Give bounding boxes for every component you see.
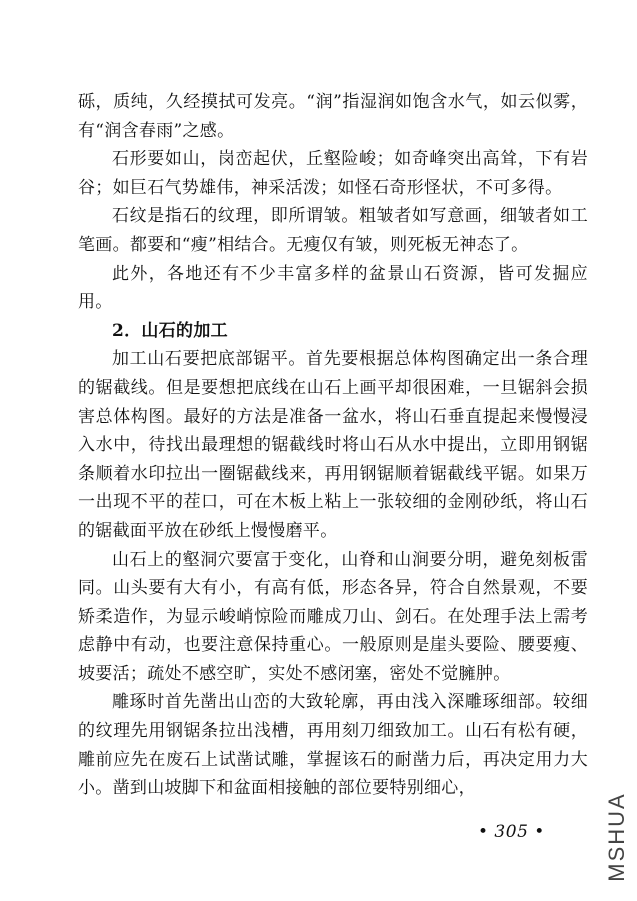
paragraph-continuation: 砾，质纯，久经摸拭可发亮。“润”指湿润如饱含水气，如云似雾，有“润含春雨”之感。 — [78, 92, 588, 141]
text-column — [78, 88, 588, 803]
paragraph-carving-principles: 山石上的壑洞穴要富于变化，山脊和山涧要分明，避免刻板雷同。山头要有大有小，有高有低，形态各异，符合自然景观，不要矫柔造作，为显示峻峭惊险而雕成刀山、剑石。在处理手法上需考虑静中有动，也要注意保持重心。一般原则是崖头要险、腰要瘦、坡要活；疏处不感空旷，实处不感闭塞，密处不觉臃肿。 — [78, 549, 588, 684]
paragraph-carving-process: 雕琢时首先凿出山峦的大致轮廓，再由浅入深雕琢细部。较细的纹理先用钢锯条拉出浅槽，再用刻刀细致加工。山石有松有硬，雕前应先在废石上试凿试雕，掌握该石的耐凿力后，再决定用力大小。凿到山坡脚下和盆面相接触的部位要特别细心， — [78, 692, 588, 799]
section-heading: 2．山石的加工 — [112, 320, 228, 341]
paragraph-shape: 石形要如山，岗峦起伏，丘壑险峻；如奇峰突出高耸，下有岩谷；如巨石气势雄伟，神采活泼；如怪石奇形怪状，不可多得。 — [78, 149, 588, 198]
paragraph-resources: 此外，各地还有不少丰富多样的盆景山石资源，皆可发掘应用。 — [78, 263, 588, 313]
page-number: • 305 • — [478, 822, 545, 842]
paragraph-sawing: 加工山石要把底部锯平。首先要根据总体构图确定出一条合理的锯截线。但是要想把底线在山石上画平却很困难，一旦锯斜会损害总体构图。最好的方法是准备一盆水，将山石垂直提起来慢慢浸入水中，待找出最理想的锯截线时将山石从水中提出，立即用钢锯条顺着水印拉出一圈锯截线来，再用钢锯顺着锯截线平锯。如果万一出现不平的茬口，可在木板上粘上一张较细的金刚砂纸，将山石的锯截面平放在砂纸上慢慢磨平。 — [78, 349, 588, 541]
watermark — [600, 782, 634, 892]
paragraph-texture: 石纹是指石的纹理，即所谓皱。粗皱者如写意画，细皱者如工笔画。都要和“瘦”相结合。无瘦仅有皱，则死板无神态了。 — [78, 206, 588, 255]
watermark-text: MSHUA — [604, 792, 629, 882]
